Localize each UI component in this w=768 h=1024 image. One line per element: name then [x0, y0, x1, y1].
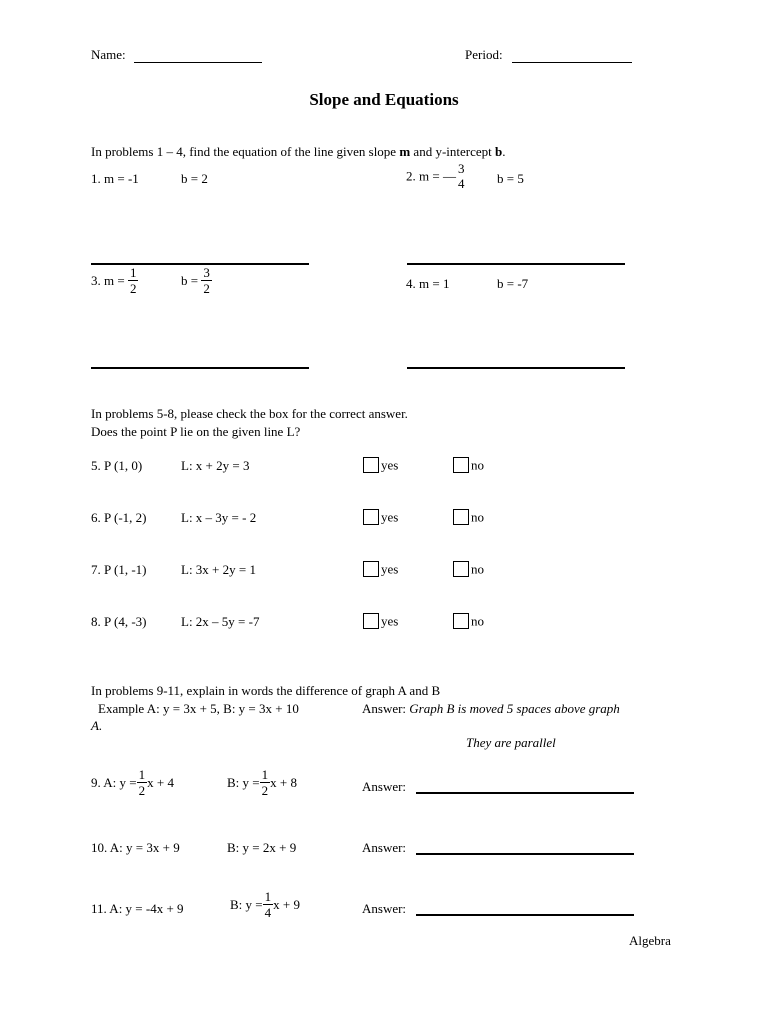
problem-3-intercept-label: b = — [181, 273, 202, 288]
problem-2-intercept: b = 5 — [497, 171, 524, 186]
yes-checkbox[interactable] — [363, 457, 379, 473]
fraction-numerator: 1 — [138, 767, 146, 782]
problem-10-graph-a: 10. A: y = 3x + 9 — [91, 840, 180, 855]
answer-label: Answer: — [362, 701, 407, 716]
period-label: Period: — [465, 47, 503, 62]
problem-9-graph-a — [91, 768, 174, 797]
example-answer-text: Graph B is moved 5 spaces above graph — [409, 701, 620, 716]
yes-checkbox[interactable] — [363, 509, 379, 525]
problem-4-intercept: b = -7 — [497, 276, 529, 291]
fraction-numerator: 1 — [261, 767, 269, 782]
fraction-numerator: 3 — [457, 161, 465, 176]
problem-10-answer-label: Answer: — [362, 840, 407, 855]
problem-5-point: 5. P (1, 0) — [91, 458, 143, 473]
instruction-text: In problems 1 – 4, find the equation of the line given slope — [91, 144, 400, 159]
equation-suffix: x + 8 — [270, 775, 297, 790]
problem-7-point: 7. P (1, -1) — [91, 562, 147, 577]
fraction-denominator: 4 — [264, 905, 272, 920]
problem-2-slope: 2. m = — — [406, 168, 456, 184]
problem-2-fraction — [456, 162, 467, 190]
fraction-numerator: 3 — [203, 265, 210, 280]
problem-11-answer-label: Answer: — [362, 901, 407, 916]
yes-label: yes — [381, 509, 399, 525]
fraction-denominator: 2 — [203, 281, 210, 296]
no-label: no — [471, 613, 484, 629]
problem-3-slope-fraction — [128, 266, 139, 295]
instruction-m: m — [399, 144, 411, 159]
example-answer-parallel: They are parallel — [466, 735, 556, 750]
problem-9-answer-line[interactable] — [416, 792, 634, 794]
problem-5-no — [453, 457, 484, 473]
instruction-b: b — [495, 144, 503, 159]
problem-9-answer-label: Answer: — [362, 779, 407, 794]
equation-prefix: 9. A: y = — [91, 775, 137, 790]
problem-4-slope: 4. m = 1 — [406, 276, 450, 291]
name-blank[interactable] — [134, 62, 262, 63]
answer-line-3[interactable] — [91, 367, 309, 369]
yes-label: yes — [381, 457, 399, 473]
problem-6-no — [453, 509, 484, 525]
page-title: Slope and Equations — [309, 90, 459, 109]
problem-6-point: 6. P (-1, 2) — [91, 510, 147, 525]
no-checkbox[interactable] — [453, 561, 469, 577]
problem-8-point: 8. P (4, -3) — [91, 614, 147, 629]
fraction-numerator: 1 — [129, 265, 137, 280]
period-blank[interactable] — [512, 62, 632, 63]
no-checkbox[interactable] — [453, 457, 469, 473]
example-answer-continued: A. — [91, 718, 103, 733]
problem-11-answer-line[interactable] — [416, 914, 634, 916]
problem-9-graph-b — [227, 768, 297, 797]
answer-line-4[interactable] — [407, 367, 625, 369]
problem-6-line: L: x – 3y = - 2 — [181, 510, 257, 525]
part3-instruction: In problems 9-11, explain in words the difference of graph A and B — [91, 683, 441, 698]
problem-7-no — [453, 561, 484, 577]
problem-6-yes — [363, 509, 398, 525]
equation-prefix: B: y = — [227, 775, 260, 790]
problem-3-slope: 3. m = — [91, 273, 128, 288]
problem-8-line: L: 2x – 5y = -7 — [181, 614, 260, 629]
answer-line-2[interactable] — [407, 263, 625, 265]
problem-8-no — [453, 613, 484, 629]
no-label: no — [471, 457, 484, 473]
problem-11-b-fraction — [263, 890, 274, 919]
problem-2 — [406, 162, 466, 190]
equation-suffix: x + 4 — [147, 775, 174, 790]
part2-instruction-1: In problems 5-8, please check the box for the correct answer. — [91, 406, 408, 421]
problem-1-slope: 1. m = -1 — [91, 171, 139, 186]
problem-7-yes — [363, 561, 398, 577]
no-checkbox[interactable] — [453, 613, 469, 629]
problem-3-intercept — [181, 266, 212, 295]
yes-checkbox[interactable] — [363, 561, 379, 577]
part2-instruction-2: Does the point P lie on the given line L? — [91, 424, 301, 439]
problem-7-line: L: 3x + 2y = 1 — [181, 562, 256, 577]
fraction-denominator: 2 — [138, 783, 146, 798]
fraction-denominator: 2 — [261, 783, 269, 798]
problem-5-yes — [363, 457, 398, 473]
problem-11-graph-a: 11. A: y = -4x + 9 — [91, 901, 184, 916]
problem-3-intercept-fraction — [201, 266, 212, 295]
yes-label: yes — [381, 561, 399, 577]
no-label: no — [471, 561, 484, 577]
example-answer — [362, 702, 620, 715]
problem-10-answer-line[interactable] — [416, 853, 634, 855]
answer-line-1[interactable] — [91, 263, 309, 265]
fraction-denominator: 4 — [457, 176, 465, 191]
problem-1-intercept: b = 2 — [181, 171, 208, 186]
example-equations: Example A: y = 3x + 5, B: y = 3x + 10 — [98, 701, 299, 716]
footer-subject: Algebra — [629, 933, 671, 948]
yes-checkbox[interactable] — [363, 613, 379, 629]
no-label: no — [471, 509, 484, 525]
problem-11-graph-b — [230, 890, 300, 919]
no-checkbox[interactable] — [453, 509, 469, 525]
instruction-text: . — [502, 144, 506, 159]
fraction-denominator: 2 — [129, 281, 137, 296]
name-label: Name: — [91, 47, 126, 62]
problem-10-graph-b: B: y = 2x + 9 — [227, 840, 297, 855]
fraction-numerator: 1 — [264, 889, 272, 904]
part1-instruction — [91, 145, 505, 158]
problem-8-yes — [363, 613, 398, 629]
problem-5-line: L: x + 2y = 3 — [181, 458, 250, 473]
problem-9-a-fraction — [137, 768, 148, 797]
problem-9-b-fraction — [260, 768, 271, 797]
equation-prefix: B: y = — [230, 897, 263, 912]
instruction-text: and y-intercept — [410, 144, 495, 159]
problem-3 — [91, 266, 138, 295]
yes-label: yes — [381, 613, 399, 629]
equation-suffix: x + 9 — [273, 897, 300, 912]
